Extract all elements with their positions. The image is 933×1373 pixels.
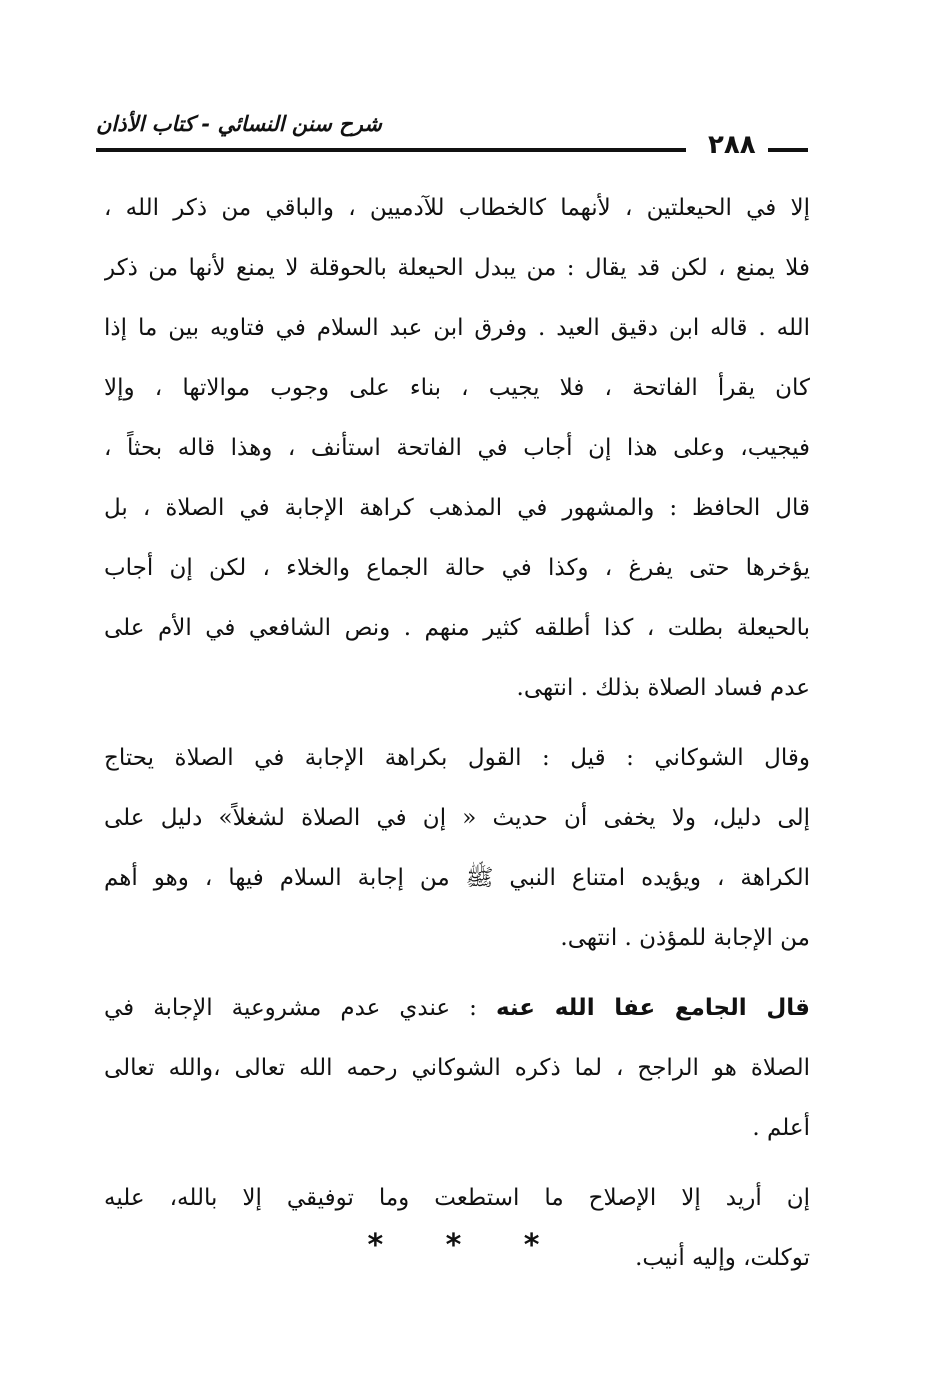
text-line: وقال الشوكاني : قيل : القول بكراهة الإجابة في الصلاة يحتاج (104, 745, 810, 771)
paragraph (104, 728, 810, 968)
text-line: إلى دليل، ولا يخفى أن حديث « إن في الصلاة لشغلاً» دليل على (104, 805, 810, 831)
text-line (104, 978, 810, 1038)
text-line: الصلاة هو الراجح ، لما ذكره الشوكاني رحمه الله تعالى ،والله تعالى (104, 1055, 810, 1081)
paragraph (104, 178, 810, 718)
text-line: إلا في الحيعلتين ، لأنهما كالخطاب للآدميين ، والباقي من ذكر الله ، (104, 195, 810, 221)
text-line: فلا يمنع ، لكن قد يقال : من يبدل الحيعلة بالحوقلة لا يمنع لأنها من ذكر (104, 255, 810, 281)
text-line: عدم فساد الصلاة بذلك . انتهى. (516, 675, 810, 701)
text-line: إن أريد إلا الإصلاح ما استطعت وما توفيقي إلا بالله، عليه (104, 1185, 810, 1211)
text-line: توكلت، وإليه أنيب. (635, 1245, 810, 1271)
text-line: كان يقرأ الفاتحة ، فلا يجيب ، بناء على وجوب موالاتها ، وإلا (104, 375, 810, 401)
text-line: قال الحافظ : والمشهور في المذهب كراهة الإجابة في الصلاة ، بل (104, 495, 810, 521)
paragraph (104, 978, 810, 1158)
header-rule (96, 148, 686, 152)
text-line: يؤخرها حتى يفرغ ، وكذا في حالة الجماع والخلاء ، لكن إن أجاب (104, 555, 810, 581)
page-number: ٢٨٨ (708, 130, 756, 160)
text-line: بالحيعلة بطلت ، كذا أطلقه كثير منهم . ونص الشافعي في الأم على (104, 615, 810, 641)
text-line: فيجيب، وعلى هذا إن أجاب في الفاتحة استأنف ، وهذا قاله بحثاً ، (104, 435, 810, 461)
text-line: الكراهة ، ويؤيده امتناع النبي ﷺ من إجابة السلام فيها ، وهو أهم (104, 865, 810, 891)
text-line: من الإجابة للمؤذن . انتهى. (560, 925, 810, 951)
body-text (104, 178, 810, 1298)
running-title: شرح سنن النسائي - كتاب الأذان (96, 112, 382, 136)
page-header (96, 112, 811, 160)
text-line: الله . قاله ابن دقيق العيد . وفرق ابن عبد السلام في فتاويه بين ما إذا (104, 315, 810, 341)
section-separator: * * * (367, 1228, 566, 1263)
page-number-dash (768, 148, 808, 152)
text-line: أعلم . (752, 1115, 810, 1141)
text-line-rest: : عندي عدم مشروعية الإجابة في (104, 995, 496, 1021)
bold-lead: قال الجامع عفا الله عنه (495, 995, 810, 1021)
